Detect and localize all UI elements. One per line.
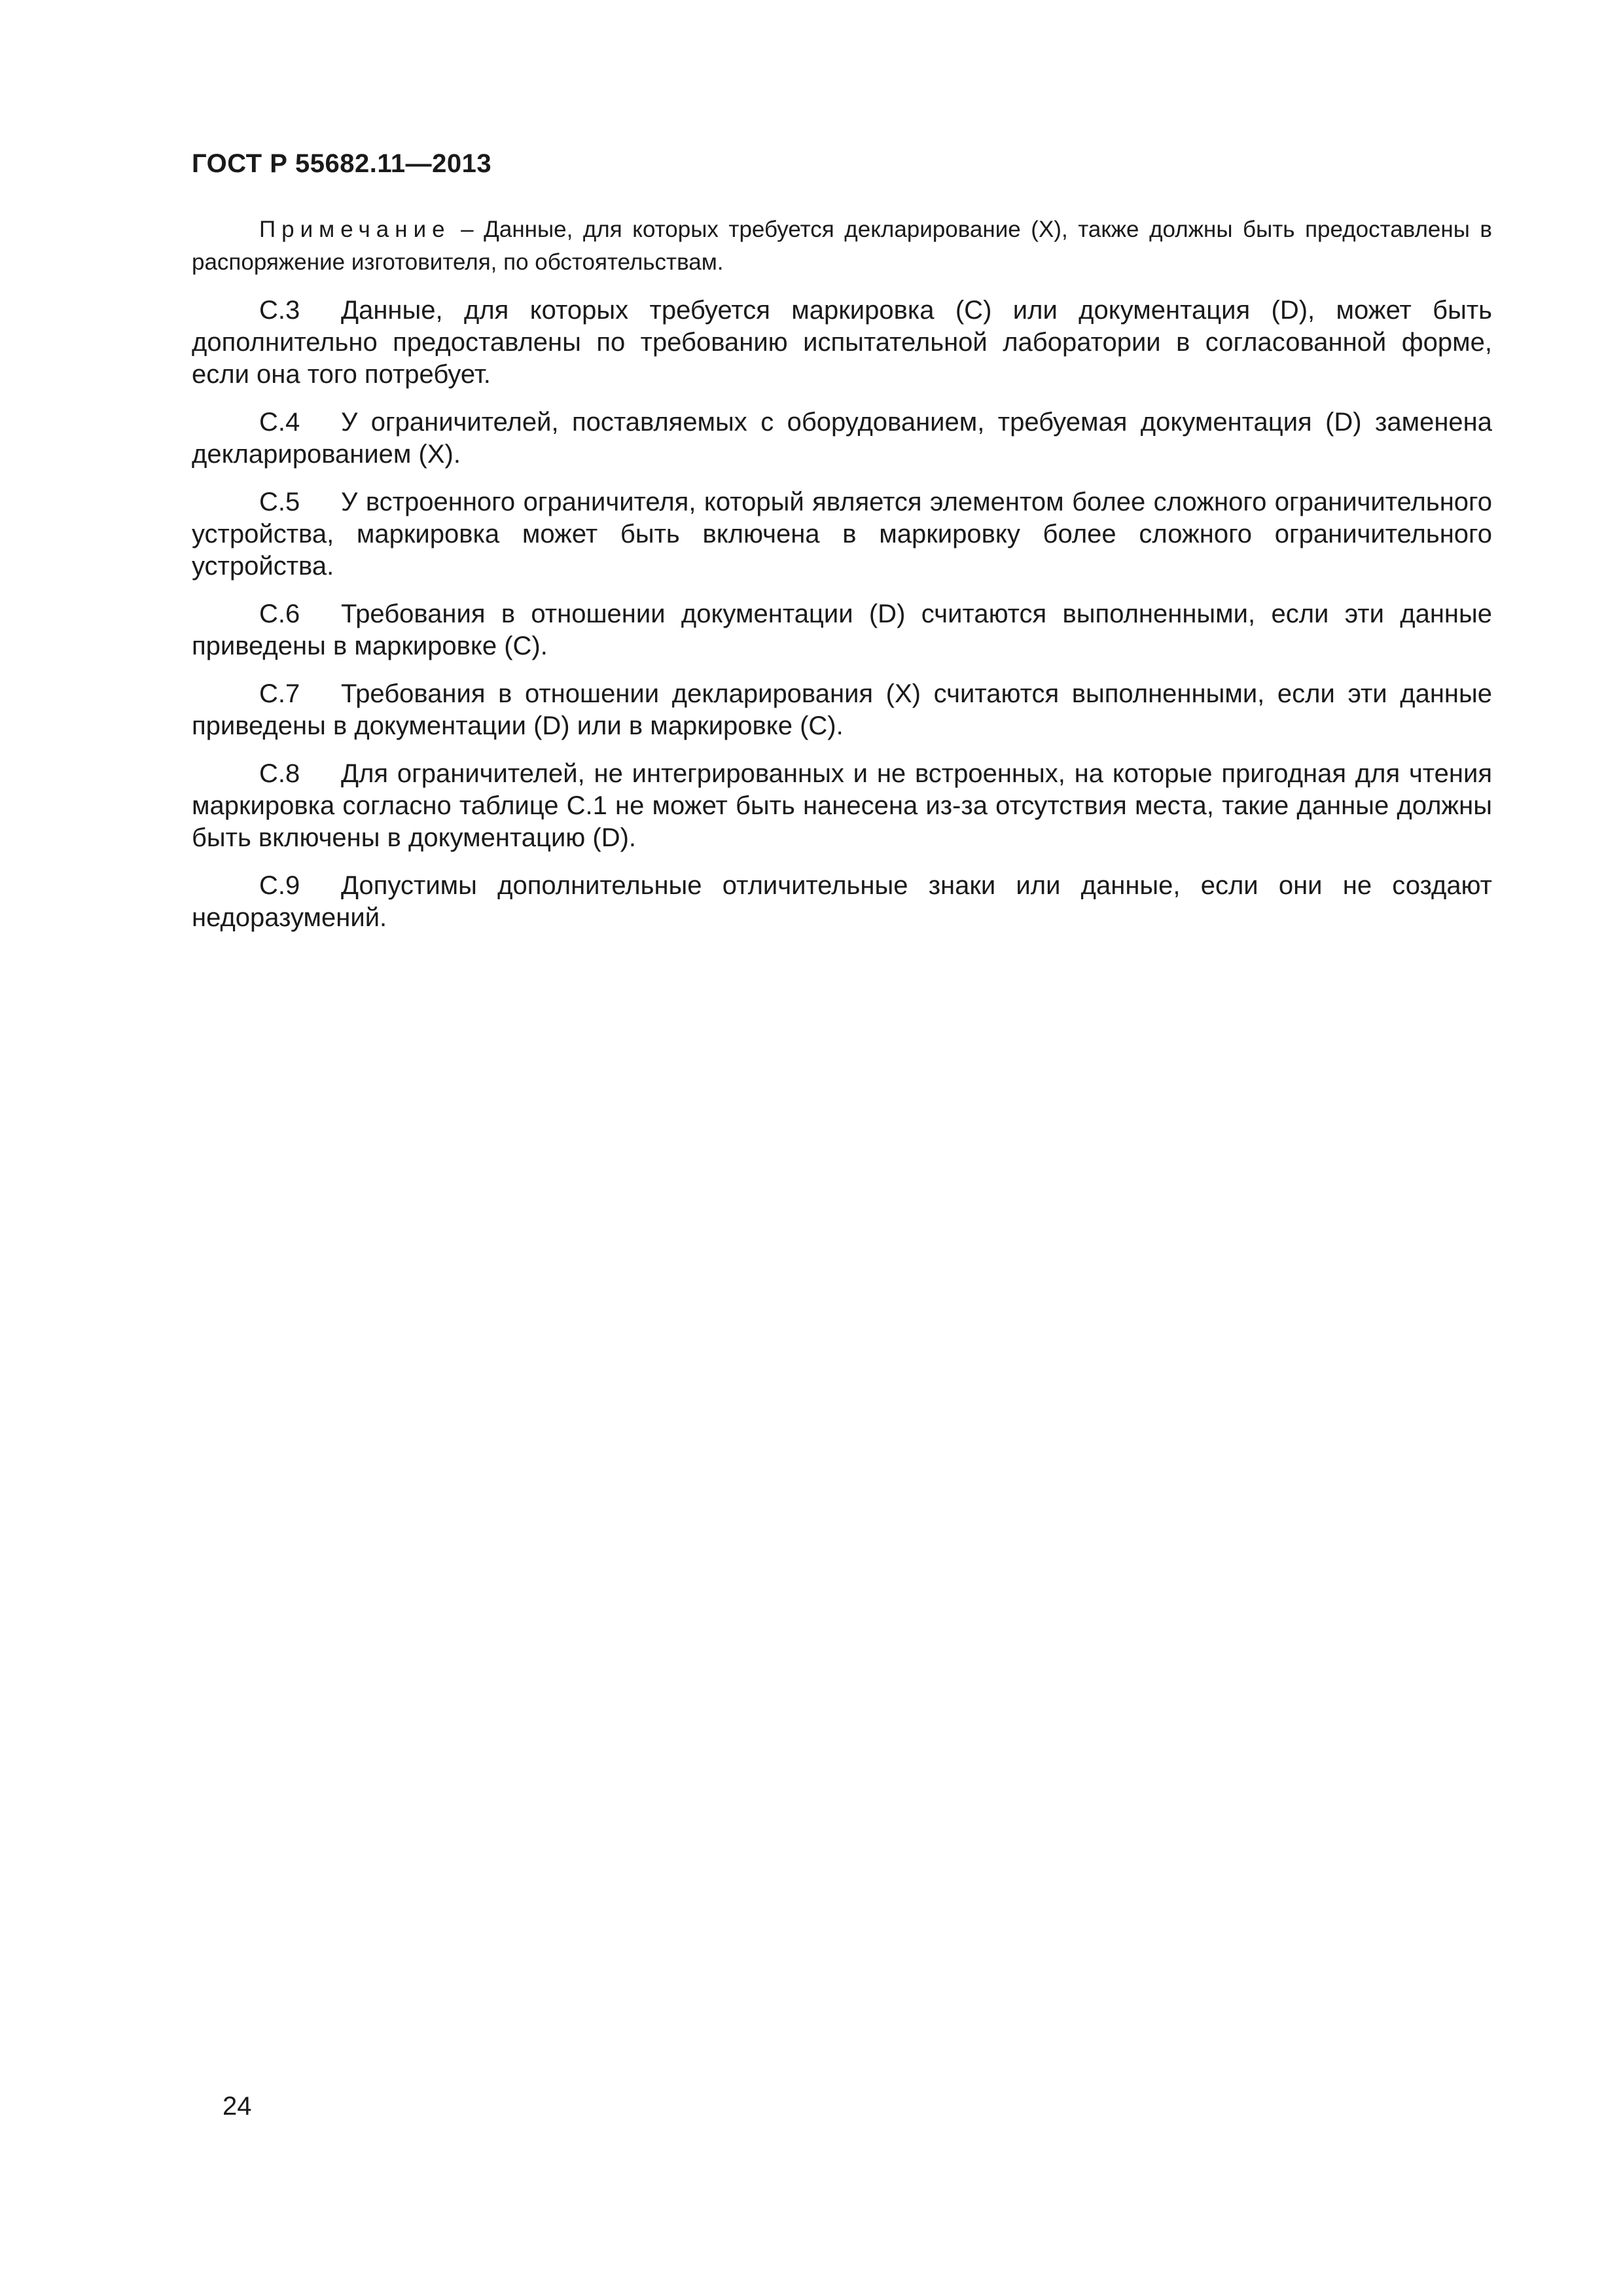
clause-number: С.4 [259,408,300,437]
document-body [192,213,1492,950]
clause-number: С.6 [259,600,300,628]
clause-text: Требования в отношении декларирования (X) считаются выполненными, если эти данные приведены в документации (D) или в маркировке (C). [192,679,1492,740]
page-number: 24 [223,2092,252,2121]
clause-c4 [192,406,1492,471]
clause-text: Требования в отношении документации (D) считаются выполненными, если эти данные приведены в маркировке (C). [192,600,1492,660]
clause-text: У встроенного ограничителя, который является элементом более сложного ограничительного устройства, маркировка может быть включена в маркировку более сложного ограничительного устройства. [192,488,1492,581]
clause-c3 [192,295,1492,391]
clause-c6 [192,598,1492,662]
note-label: Примечание [259,217,451,242]
clause-number: С.3 [259,296,300,325]
clause-c7 [192,678,1492,742]
clause-text: Для ограничителей, не интегрированных и не встроенных, на которые пригодная для чтения маркировка согласно таблице С.1 не может быть нанесена из-за отсутствия места, такие данные должны быть включены в документацию (D). [192,759,1492,852]
clause-number: С.9 [259,871,300,900]
clause-c5 [192,486,1492,583]
clause-c9 [192,870,1492,934]
clause-text: У ограничителей, поставляемых с оборудованием, требуемая документация (D) заменена декларированием (X). [192,408,1492,469]
note-paragraph [192,213,1492,279]
clause-number: С.7 [259,679,300,708]
clause-c8 [192,758,1492,854]
document-header: ГОСТ Р 55682.11—2013 [192,149,492,178]
clause-number: С.8 [259,759,300,788]
clause-number: С.5 [259,488,300,516]
clause-text: Данные, для которых требуется маркировка (C) или документация (D), может быть дополнительно предоставлены по требованию испытательной лаборатории в согласованной форме, если она того потребует. [192,296,1492,389]
note-text: – Данные, для которых требуется декларирование (X), также должны быть предоставлены в распоряжение изготовителя, по обстоятельствам. [192,217,1492,275]
clause-text: Допустимы дополнительные отличительные знаки или данные, если они не создают недоразумений. [192,871,1492,932]
